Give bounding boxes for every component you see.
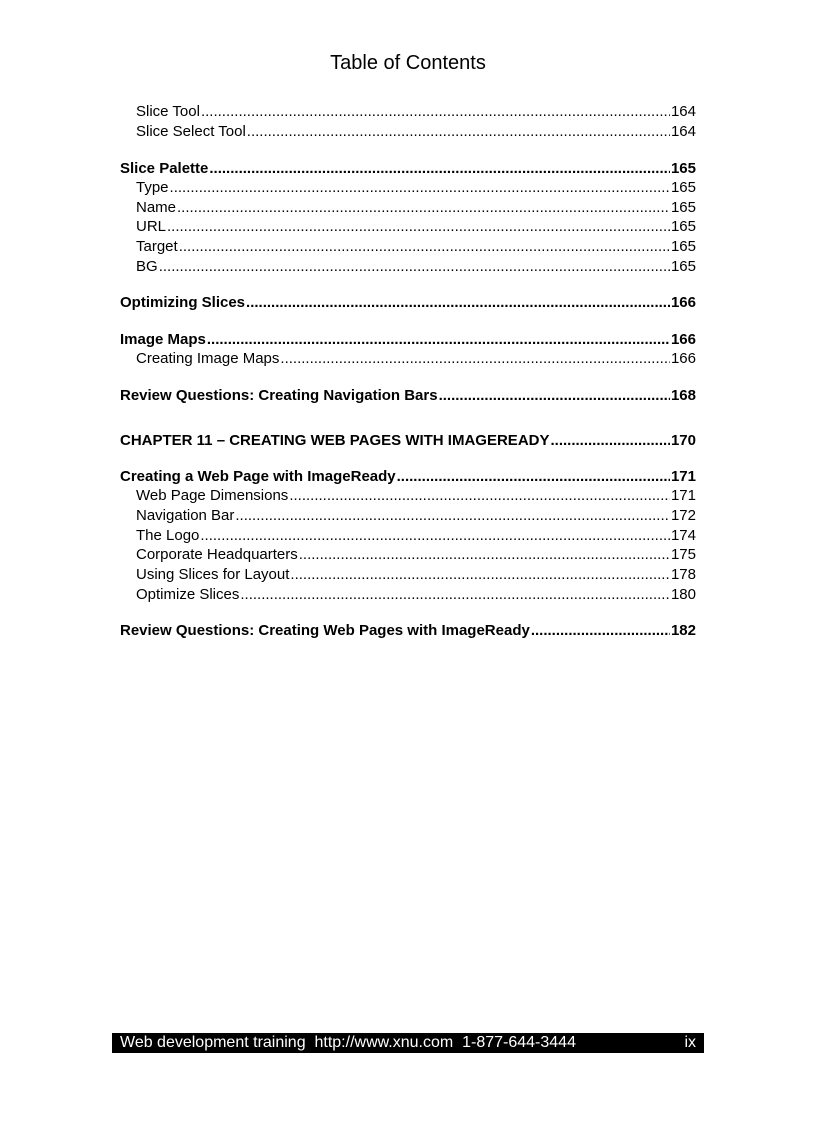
toc-entry-optimize-slices[interactable] bbox=[136, 586, 696, 604]
toc-entry-page: 166 bbox=[670, 331, 696, 348]
toc-entry-label: Type bbox=[136, 179, 169, 196]
toc-entry-url[interactable] bbox=[136, 218, 696, 236]
toc-entry-label: Review Questions: Creating Web Pages with ImageReady bbox=[120, 622, 530, 639]
toc-entry-label: Slice Select Tool bbox=[136, 123, 246, 140]
toc-entry-chapter-11[interactable] bbox=[120, 432, 696, 450]
toc-entry-label: BG bbox=[136, 258, 158, 275]
toc-entry-page: 171 bbox=[670, 468, 696, 485]
toc-entry-page: 178 bbox=[670, 566, 696, 583]
toc-entry-label: Optimizing Slices bbox=[120, 294, 246, 311]
toc-entry-page: 171 bbox=[670, 487, 696, 504]
toc-entry-target[interactable] bbox=[136, 238, 696, 256]
toc-entry-type[interactable] bbox=[136, 179, 696, 197]
toc-entry-creating-image-maps[interactable] bbox=[136, 350, 696, 368]
toc-entry-label: Using Slices for Layout bbox=[136, 566, 290, 583]
page-footer bbox=[112, 1033, 704, 1053]
toc-entry-using-slices-for-layout[interactable] bbox=[136, 566, 696, 584]
dot-leader bbox=[290, 566, 670, 584]
toc-entry-page: 172 bbox=[670, 507, 696, 524]
toc-entry-image-maps[interactable] bbox=[120, 331, 696, 349]
dot-leader bbox=[397, 468, 670, 486]
footer-text: Web development training http://www.xnu.com 1-877-644-3444 bbox=[120, 1034, 576, 1051]
dot-leader bbox=[246, 294, 670, 312]
dot-leader bbox=[177, 199, 670, 217]
toc-entry-page: 164 bbox=[670, 123, 696, 140]
toc-entry-label: CHAPTER 11 – CREATING WEB PAGES WITH IMAGEREADY bbox=[120, 432, 550, 449]
toc-entry-page: 174 bbox=[670, 527, 696, 544]
toc-entry-label: Review Questions: Creating Navigation Bars bbox=[120, 387, 438, 404]
toc-entry-label: URL bbox=[136, 218, 167, 235]
toc-entry-web-page-dimensions[interactable] bbox=[136, 487, 696, 505]
toc-entry-page: 168 bbox=[670, 387, 696, 404]
dot-leader bbox=[207, 331, 670, 349]
toc-entry-page: 182 bbox=[670, 622, 696, 639]
toc-entry-label: Creating a Web Page with ImageReady bbox=[120, 468, 396, 485]
toc-entry-label: Corporate Headquarters bbox=[136, 546, 298, 563]
toc-entry-label: Slice Tool bbox=[136, 103, 200, 120]
dot-leader bbox=[235, 507, 670, 525]
dot-leader bbox=[209, 160, 670, 178]
toc-entry-the-logo[interactable] bbox=[136, 527, 696, 545]
toc-entry-label: Optimize Slices bbox=[136, 586, 240, 603]
toc-entry-slice-select-tool[interactable] bbox=[136, 123, 696, 141]
toc-entry-page: 166 bbox=[670, 294, 696, 311]
toc-entry-label: Name bbox=[136, 199, 177, 216]
dot-leader bbox=[531, 622, 670, 640]
dot-leader bbox=[179, 238, 670, 256]
toc-entry-slice-palette[interactable] bbox=[120, 160, 696, 178]
footer-page-number: ix bbox=[684, 1034, 696, 1051]
toc-entry-label: Creating Image Maps bbox=[136, 350, 280, 367]
toc-entry-page: 165 bbox=[670, 218, 696, 235]
toc-entry-label: Target bbox=[136, 238, 178, 255]
dot-leader bbox=[247, 123, 670, 141]
toc-entry-page: 164 bbox=[670, 103, 696, 120]
dot-leader bbox=[159, 258, 670, 276]
toc-entry-page: 180 bbox=[670, 586, 696, 603]
toc-entry-review-questions-web-pages[interactable] bbox=[120, 622, 696, 640]
toc-entry-page: 165 bbox=[670, 258, 696, 275]
dot-leader bbox=[439, 387, 670, 405]
dot-leader bbox=[299, 546, 670, 564]
toc-entry-page: 170 bbox=[670, 432, 696, 449]
toc-entry-name[interactable] bbox=[136, 199, 696, 217]
toc-entry-label: Image Maps bbox=[120, 331, 206, 348]
toc-entry-label: Web Page Dimensions bbox=[136, 487, 289, 504]
dot-leader bbox=[201, 103, 670, 121]
toc-entry-page: 165 bbox=[670, 199, 696, 216]
toc-entry-navigation-bar[interactable] bbox=[136, 507, 696, 525]
toc-entry-label: Slice Palette bbox=[120, 160, 209, 177]
toc-entry-label: The Logo bbox=[136, 527, 200, 544]
toc-entry-review-questions-navigation-bars[interactable] bbox=[120, 387, 696, 405]
toc-entry-label: Navigation Bar bbox=[136, 507, 235, 524]
toc-entry-corporate-headquarters[interactable] bbox=[136, 546, 696, 564]
toc-entry-page: 175 bbox=[670, 546, 696, 563]
dot-leader bbox=[289, 487, 670, 505]
toc-entry-creating-web-page[interactable] bbox=[120, 468, 696, 486]
dot-leader bbox=[170, 179, 670, 197]
toc-entry-slice-tool[interactable] bbox=[136, 103, 696, 121]
dot-leader bbox=[551, 432, 670, 450]
toc-entry-page: 165 bbox=[670, 238, 696, 255]
dot-leader bbox=[280, 350, 670, 368]
dot-leader bbox=[240, 586, 670, 604]
dot-leader bbox=[200, 527, 670, 545]
toc-entry-page: 165 bbox=[670, 179, 696, 196]
toc-entry-page: 165 bbox=[670, 160, 696, 177]
toc-entry-page: 166 bbox=[670, 350, 696, 367]
dot-leader bbox=[167, 218, 670, 236]
page-title: Table of Contents bbox=[330, 52, 486, 74]
toc-entry-bg[interactable] bbox=[136, 258, 696, 276]
toc-entry-optimizing-slices[interactable] bbox=[120, 294, 696, 312]
